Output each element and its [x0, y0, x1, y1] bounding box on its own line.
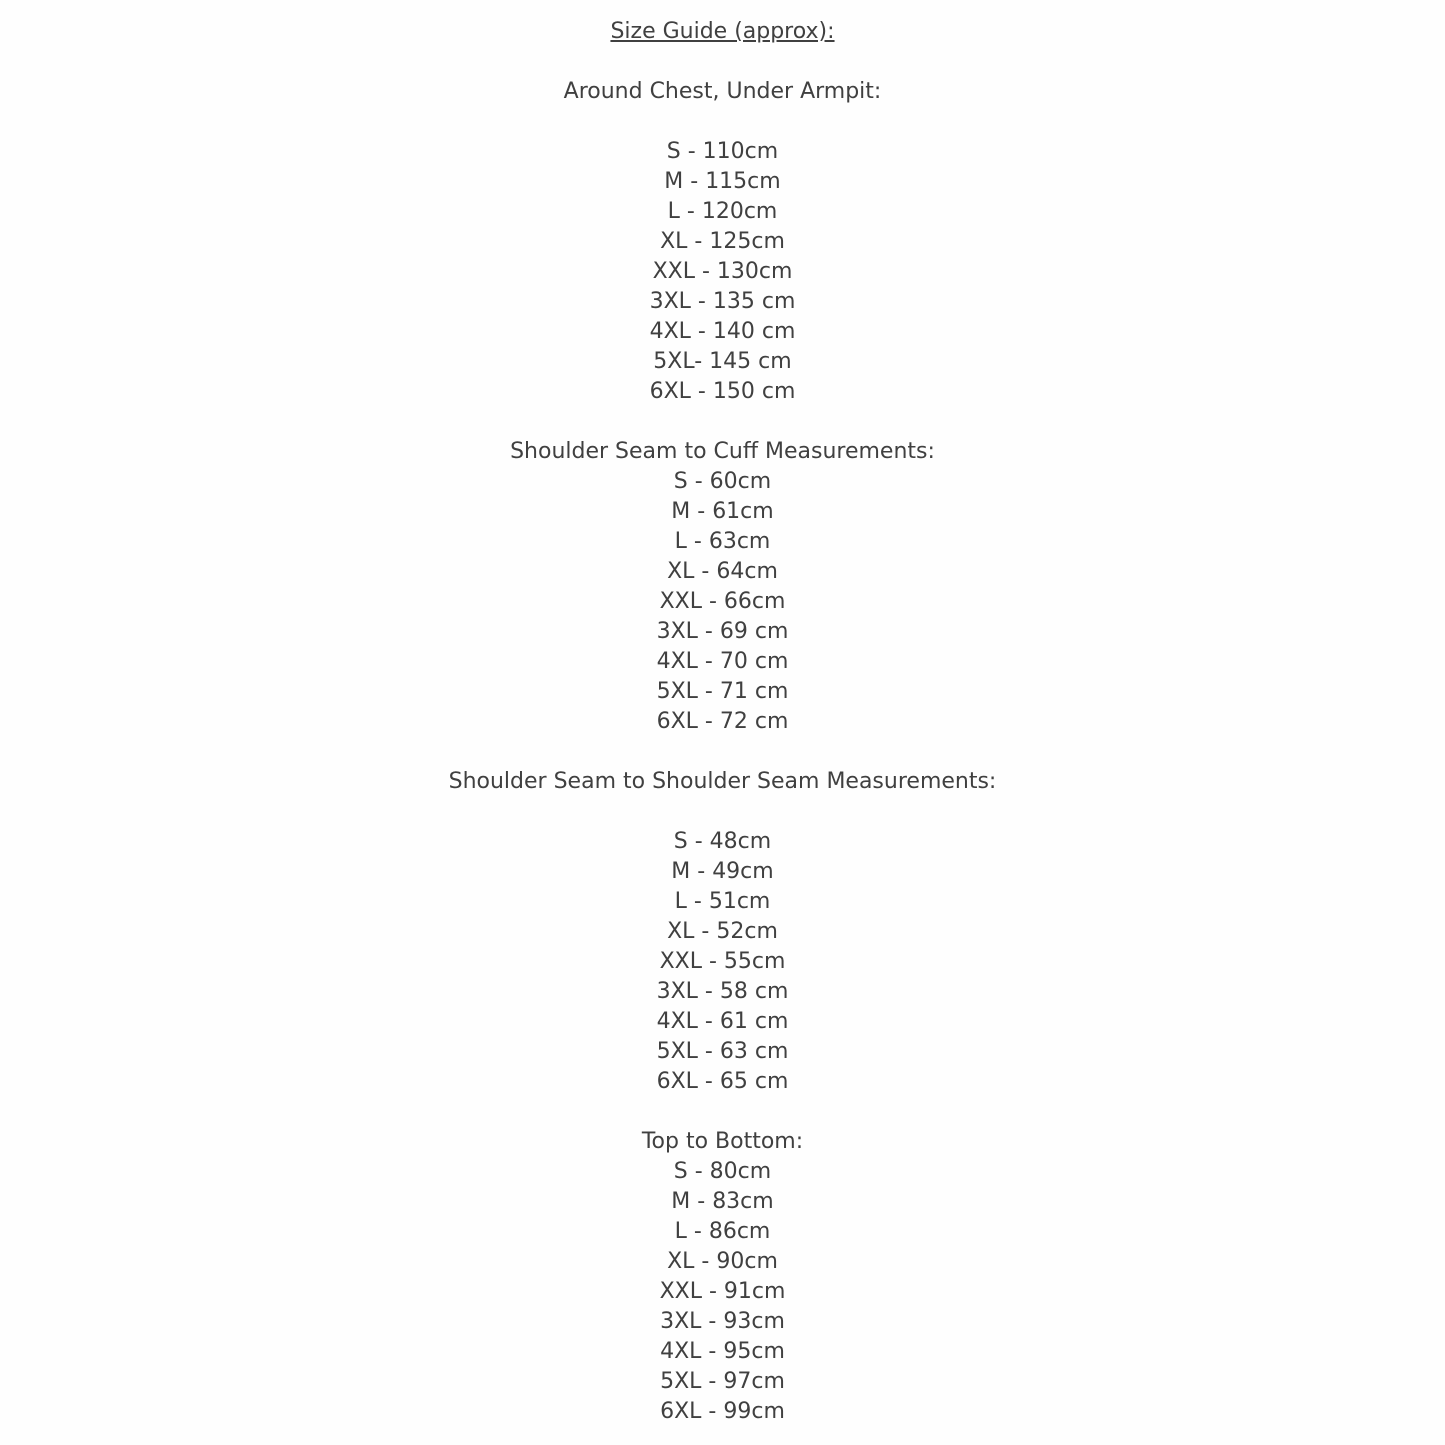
section-shoulder-to-shoulder	[0, 767, 1445, 1097]
section-heading: Around Chest, Under Armpit:	[563, 79, 882, 104]
measurement-line: M - 61cm	[671, 499, 774, 524]
measurement-line: 6XL - 150 cm	[649, 379, 796, 404]
measurement-line: XL - 64cm	[667, 559, 778, 584]
measurement-line: XXL - 66cm	[659, 589, 786, 614]
measurement-list	[0, 1157, 1445, 1427]
measurement-line: XL - 52cm	[667, 919, 778, 944]
section-heading: Shoulder Seam to Cuff Measurements:	[510, 439, 935, 464]
measurement-line: 3XL - 93cm	[660, 1309, 785, 1334]
measurement-line: XL - 125cm	[660, 229, 785, 254]
measurement-line: L - 120cm	[667, 199, 778, 224]
measurement-line: 5XL - 63 cm	[656, 1039, 789, 1064]
measurement-line: 5XL- 145 cm	[653, 349, 792, 374]
section-top-to-bottom	[0, 1127, 1445, 1427]
measurement-line: 4XL - 140 cm	[649, 319, 796, 344]
measurement-line: S - 60cm	[673, 469, 772, 494]
measurement-line: XXL - 91cm	[659, 1279, 786, 1304]
section-heading: Top to Bottom:	[641, 1129, 804, 1154]
measurement-list	[0, 137, 1445, 407]
measurement-list	[0, 467, 1445, 737]
measurement-line: 5XL - 97cm	[660, 1369, 785, 1394]
section-shoulder-to-cuff	[0, 437, 1445, 737]
measurement-line: M - 83cm	[671, 1189, 774, 1214]
measurement-line: XXL - 55cm	[659, 949, 786, 974]
measurement-line: 4XL - 95cm	[660, 1339, 785, 1364]
measurement-line: 3XL - 58 cm	[656, 979, 789, 1004]
page-title: Size Guide (approx):	[610, 19, 835, 44]
measurement-line: L - 63cm	[674, 529, 771, 554]
measurement-line: 4XL - 61 cm	[656, 1009, 789, 1034]
measurement-line: XL - 90cm	[667, 1249, 778, 1274]
measurement-line: XXL - 130cm	[652, 259, 793, 284]
section-around-chest	[0, 77, 1445, 407]
measurement-line: M - 115cm	[664, 169, 781, 194]
measurement-line: 4XL - 70 cm	[656, 649, 789, 674]
section-heading: Shoulder Seam to Shoulder Seam Measurements:	[448, 769, 997, 794]
measurement-line: L - 86cm	[674, 1219, 771, 1244]
measurement-line: L - 51cm	[674, 889, 771, 914]
measurement-list	[0, 827, 1445, 1097]
measurement-line: 3XL - 135 cm	[649, 289, 796, 314]
measurement-line: 5XL - 71 cm	[656, 679, 789, 704]
measurement-line: 6XL - 65 cm	[656, 1069, 789, 1094]
measurement-line: 3XL - 69 cm	[656, 619, 789, 644]
sections-container	[0, 77, 1445, 1427]
measurement-line: S - 48cm	[673, 829, 772, 854]
measurement-line: 6XL - 72 cm	[656, 709, 789, 734]
measurement-line: 6XL - 99cm	[660, 1399, 785, 1424]
measurement-line: S - 110cm	[666, 139, 779, 164]
measurement-line: M - 49cm	[671, 859, 774, 884]
measurement-line: S - 80cm	[673, 1159, 772, 1184]
